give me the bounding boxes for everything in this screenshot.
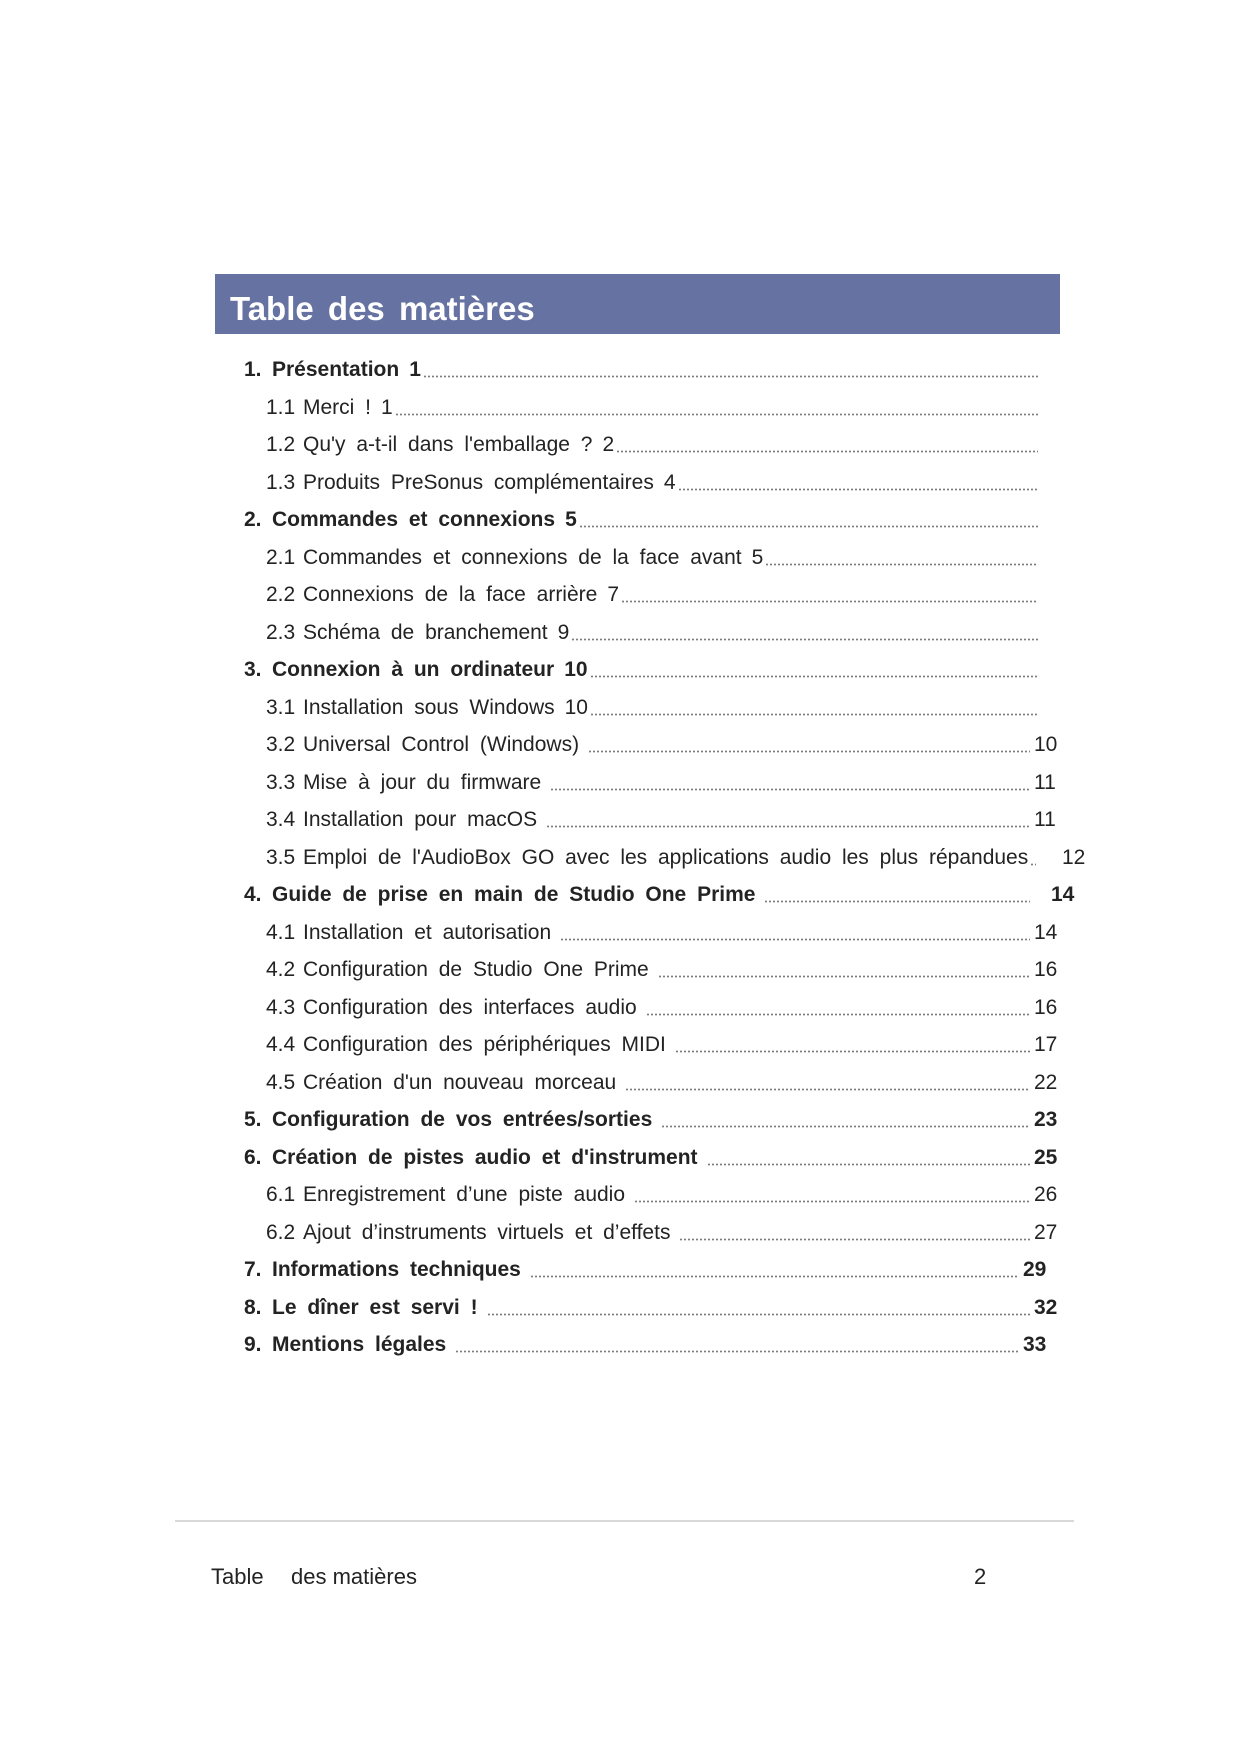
dot-leader [765, 539, 1038, 577]
toc-entry-number: 6.2 [266, 1220, 296, 1244]
toc-entry-number: 4.2 [266, 958, 296, 981]
toc-entry-title: Présentation [272, 358, 400, 381]
toc-entry [266, 989, 1058, 1027]
toc-entry-title: Connexion à un ordinateur [272, 658, 555, 681]
toc-entry-page: 29 [1023, 1258, 1047, 1281]
toc-entry-number: 4.3 [266, 995, 296, 1019]
toc-entry [266, 951, 1058, 989]
toc-entry-page: 27 [1034, 1220, 1058, 1244]
toc-entry-number: 6. [244, 1145, 262, 1169]
footer-section-title-word: Table [211, 1564, 264, 1589]
toc-entry-title: Connexions de la face arrière [303, 583, 598, 606]
toc-entry [266, 389, 1038, 427]
toc-entry-title: Merci ! [303, 395, 371, 419]
dot-leader [571, 614, 1038, 652]
toc-entry-number: 1. [244, 358, 262, 381]
toc-entry-title: Création d'un nouveau morceau [303, 1070, 617, 1094]
dot-leader [678, 464, 1038, 502]
toc-entry-title: Configuration de Studio One Prime [303, 958, 649, 981]
toc-entry-title: Configuration de vos entrées/sorties [272, 1108, 653, 1131]
toc-entry-title: Création de pistes audio et d'instrument [272, 1145, 698, 1169]
toc-entry-title: Ajout d’instruments virtuels et d’effets [303, 1220, 671, 1244]
toc-entry [266, 1026, 1058, 1064]
dot-leader [616, 426, 1038, 464]
toc-entry-page: 10 [1034, 733, 1058, 756]
toc-entry-number: 6.1 [266, 1183, 296, 1206]
toc-entry-number: 2.1 [266, 545, 296, 569]
toc-entry [266, 914, 1058, 952]
toc-entry-page: 11 [1034, 808, 1056, 831]
dot-leader [1030, 839, 1036, 877]
footer-page-number: 2 [974, 1564, 987, 1589]
toc-entry-title: Schéma de branchement [303, 620, 548, 644]
toc-entry-page: 5 [751, 545, 764, 569]
toc-entry-number: 3.5 [266, 845, 296, 869]
table-of-contents [244, 351, 1094, 1364]
toc-entry-page: 14 [1034, 920, 1058, 944]
toc-entry-page: 1 [409, 358, 421, 381]
toc-entry [266, 1064, 1058, 1102]
toc-entry [244, 1251, 1047, 1289]
toc-entry-page: 16 [1034, 958, 1058, 981]
toc-entry-title: Installation sous Windows [303, 695, 555, 719]
toc-entry-page: 10 [564, 658, 588, 681]
toc-entry [244, 1101, 1058, 1139]
dot-leader [590, 651, 1038, 689]
toc-entry-title: Enregistrement d’une piste audio [303, 1183, 626, 1206]
dot-leader [764, 876, 1030, 914]
dot-leader [646, 989, 1030, 1027]
toc-entry-page: 4 [663, 470, 676, 494]
toc-entry [266, 726, 1058, 764]
dot-leader [634, 1176, 1030, 1214]
dot-leader [679, 1214, 1030, 1252]
toc-entry [266, 1214, 1058, 1252]
toc-entry-number: 3.3 [266, 770, 296, 794]
dot-leader [661, 1101, 1030, 1139]
toc-entry-title: Mise à jour du firmware [303, 770, 542, 794]
toc-entry-page: 12 [1062, 845, 1086, 869]
toc-entry [266, 689, 1038, 727]
toc-entry [244, 501, 1038, 539]
toc-entry [244, 651, 1038, 689]
dot-leader [487, 1289, 1030, 1327]
toc-entry-number: 9. [244, 1333, 262, 1356]
toc-entry [266, 839, 1086, 877]
toc-entry-title: Configuration des périphériques MIDI [303, 1033, 666, 1056]
toc-entry-number: 1.3 [266, 470, 296, 494]
toc-entry-number: 4.1 [266, 920, 296, 944]
toc-entry-number: 2.3 [266, 620, 296, 644]
dot-leader [625, 1064, 1030, 1102]
toc-entry-page: 9 [557, 620, 570, 644]
toc-entry-page: 33 [1023, 1333, 1047, 1356]
toc-entry-title: Emploi de l'AudioBox GO avec les applications audio les plus répandues [303, 845, 1029, 869]
toc-entry-number: 4.5 [266, 1070, 296, 1094]
toc-entry-title: Installation et autorisation [303, 920, 552, 944]
dot-leader [621, 576, 1038, 614]
dot-leader [546, 801, 1030, 839]
toc-entry-number: 2. [244, 508, 262, 531]
toc-entry-title: Qu'y a-t-il dans l'emballage ? [303, 433, 593, 456]
toc-entry-page: 11 [1034, 770, 1056, 794]
dot-leader [675, 1026, 1030, 1064]
footer-divider [175, 1520, 1074, 1522]
toc-entry [266, 764, 1056, 802]
dot-leader [588, 726, 1030, 764]
dot-leader [590, 689, 1038, 727]
toc-entry-number: 3.2 [266, 733, 296, 756]
toc-entry-title: Commandes et connexions de la face avant [303, 545, 742, 569]
toc-entry [244, 351, 1038, 389]
section-header-bar [215, 274, 1060, 334]
toc-entry-number: 1.2 [266, 433, 296, 456]
toc-entry [266, 464, 1038, 502]
toc-entry [266, 539, 1038, 577]
toc-entry-number: 4. [244, 883, 262, 906]
toc-entry-title: Installation pour macOS [303, 808, 538, 831]
toc-entry [266, 801, 1056, 839]
toc-entry-page: 22 [1034, 1070, 1058, 1094]
toc-entry-page: 16 [1034, 995, 1058, 1019]
toc-entry [244, 1326, 1047, 1364]
toc-entry-page: 2 [602, 433, 615, 456]
dot-leader [530, 1251, 1019, 1289]
dot-leader [395, 389, 1038, 427]
toc-entry [266, 426, 1038, 464]
toc-entry-number: 2.2 [266, 583, 296, 606]
toc-entry [266, 614, 1038, 652]
toc-entry [244, 1289, 1058, 1327]
toc-entry-title: Commandes et connexions [272, 508, 556, 531]
toc-entry [244, 1139, 1058, 1177]
toc-entry-title: Informations techniques [272, 1258, 521, 1281]
footer-section-title-word: des matières [291, 1564, 417, 1589]
toc-entry-number: 3.4 [266, 808, 296, 831]
dot-leader [579, 501, 1038, 539]
toc-entry [266, 576, 1038, 614]
toc-entry-page: 23 [1034, 1108, 1058, 1131]
toc-entry-page: 5 [565, 508, 577, 531]
dot-leader [423, 351, 1038, 389]
toc-entry-number: 4.4 [266, 1033, 296, 1056]
toc-entry-page: 14 [1051, 883, 1075, 906]
toc-entry-page: 17 [1034, 1033, 1058, 1056]
toc-entry-title: Produits PreSonus complémentaires [303, 470, 654, 494]
toc-entry-number: 3. [244, 658, 262, 681]
toc-entry-number: 1.1 [266, 395, 296, 419]
toc-entry-page: 7 [607, 583, 620, 606]
dot-leader [560, 914, 1030, 952]
toc-entry-title: Mentions légales [272, 1333, 447, 1356]
toc-entry-page: 10 [564, 695, 588, 719]
toc-entry-number: 7. [244, 1258, 262, 1281]
toc-entry-title: Le dîner est servi ! [272, 1295, 478, 1319]
toc-entry-number: 8. [244, 1295, 262, 1319]
toc-entry-title: Universal Control (Windows) [303, 733, 580, 756]
toc-entry [266, 1176, 1058, 1214]
toc-entry-page: 26 [1034, 1183, 1058, 1206]
dot-leader [455, 1326, 1019, 1364]
toc-entry-number: 3.1 [266, 695, 296, 719]
toc-entry-title: Guide de prise en main de Studio One Prime [272, 883, 756, 906]
dot-leader [550, 764, 1030, 802]
dot-leader [658, 951, 1030, 989]
dot-leader [707, 1139, 1030, 1177]
toc-entry-title: Configuration des interfaces audio [303, 995, 637, 1019]
toc-entry-page: 32 [1034, 1295, 1058, 1319]
toc-entry-number: 5. [244, 1108, 262, 1131]
toc-entry [244, 876, 1075, 914]
toc-entry-page: 25 [1034, 1145, 1058, 1169]
toc-entry-page: 1 [381, 395, 393, 419]
page-title: Table des matières [230, 290, 535, 327]
